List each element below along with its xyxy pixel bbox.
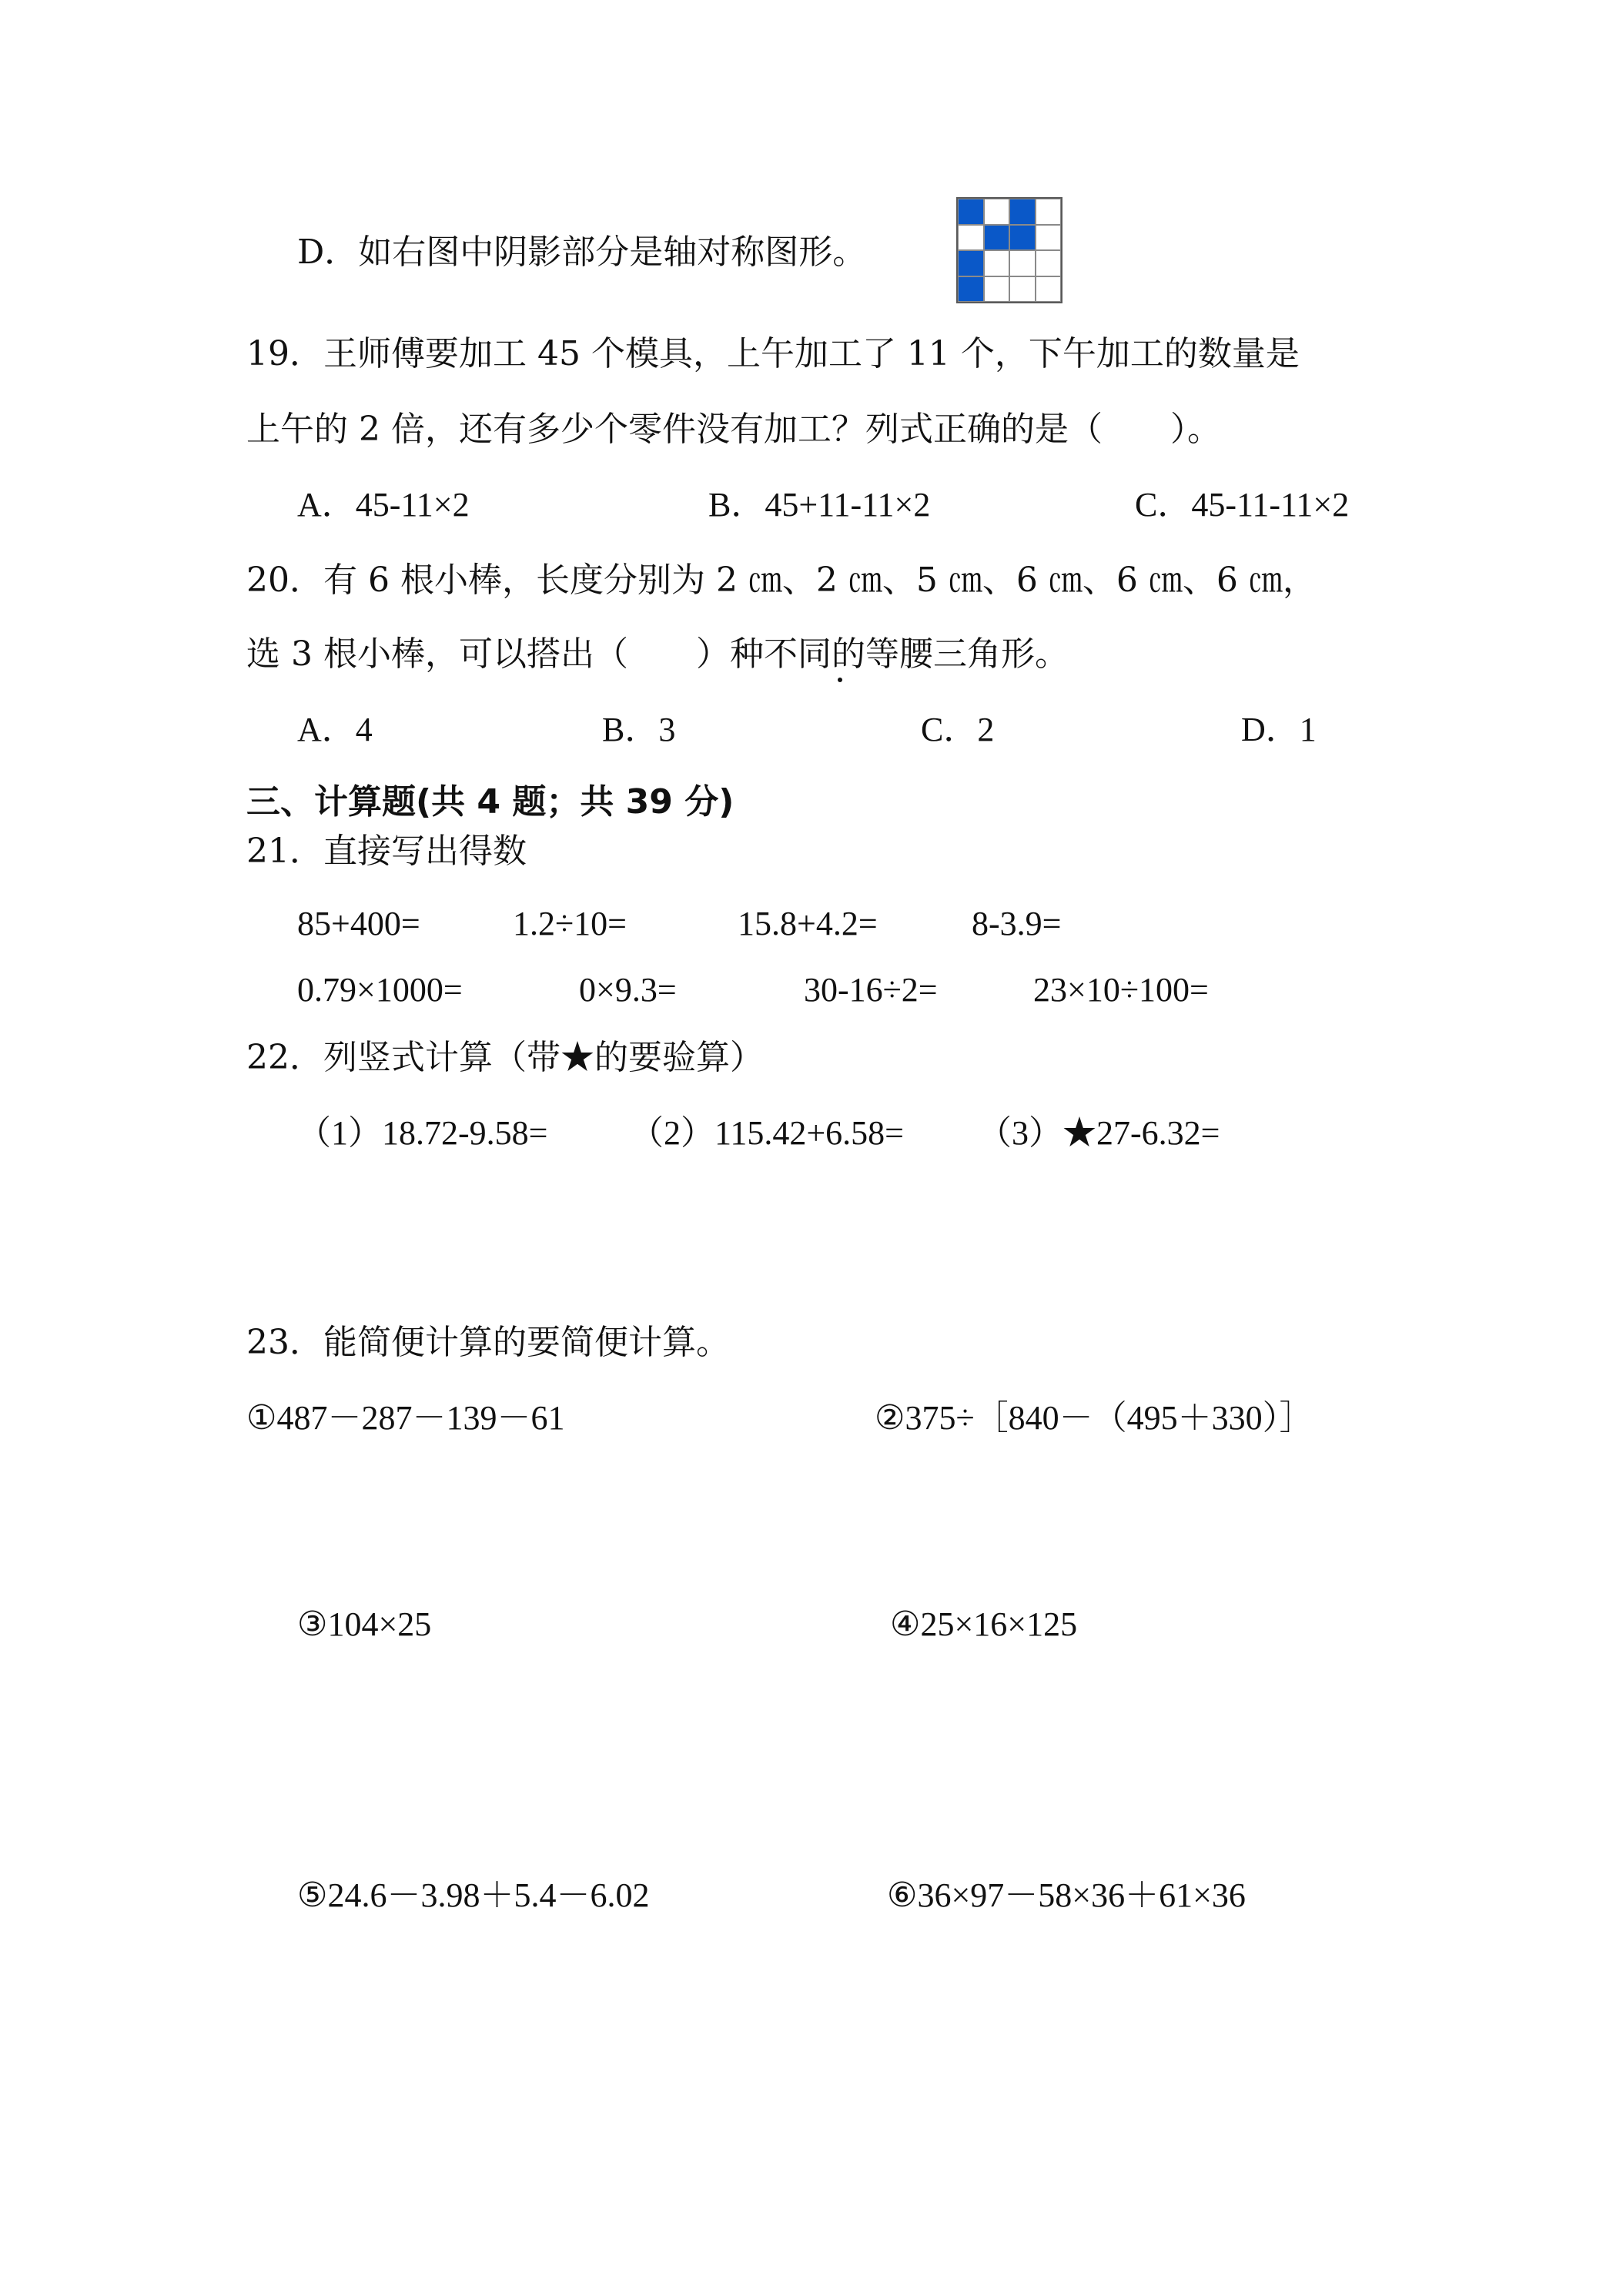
shaded-cell — [958, 276, 984, 303]
shaded-cell — [1009, 199, 1036, 225]
q22-item-1: （1）18.72-9.58= — [297, 1114, 548, 1152]
q21-r1-c4: 8-3.9= — [972, 905, 1062, 942]
q20-option-a: A．4 — [297, 711, 373, 748]
q20-option-c: C．2 — [921, 711, 995, 748]
q19-line-2: 上午的 2 倍，还有多少个零件没有加工？列式正确的是（ ）。 — [246, 410, 1221, 449]
symmetry-figure-grid — [956, 197, 1062, 303]
q21-r1-c3: 15.8+4.2= — [738, 905, 878, 942]
q23-item-5: ⑤24.6－3.98＋5.4－6.02 — [297, 1876, 650, 1914]
q18-option-d: D．如右图中阴影部分是轴对称图形。 — [297, 233, 867, 272]
empty-cell — [984, 199, 1010, 225]
empty-cell — [1036, 199, 1062, 225]
shaded-cell — [958, 250, 984, 276]
q21-title: 21．直接写出得数 — [246, 832, 527, 871]
q20-option-d: D．1 — [1241, 711, 1317, 748]
empty-cell — [1036, 276, 1062, 303]
q21-r2-c1: 0.79×1000= — [297, 971, 463, 1009]
q23-item-4: ④25×16×125 — [890, 1605, 1078, 1643]
q21-r2-c4: 23×10÷100= — [1033, 971, 1209, 1009]
empty-cell — [1009, 250, 1036, 276]
q22-item-3: （3）★27-6.32= — [978, 1114, 1220, 1152]
q23-item-6: ⑥36×97－58×36＋61×36 — [887, 1876, 1246, 1914]
q20-option-b: B．3 — [602, 711, 676, 748]
q22-title: 22．列竖式计算（带★的要验算） — [246, 1038, 764, 1077]
empty-cell — [1036, 250, 1062, 276]
shaded-cell — [984, 225, 1010, 251]
q21-r1-c2: 1.2÷10= — [513, 905, 627, 942]
q23-item-2: ②375÷［840－（495＋330）］ — [875, 1399, 1313, 1437]
empty-cell — [984, 250, 1010, 276]
q20-line-2: 选 3 根小棒，可以搭出（ ）种不同的等腰三角形。 — [246, 634, 1069, 674]
empty-cell — [1009, 276, 1036, 303]
q22-item-2: （2）115.42+6.58= — [630, 1114, 904, 1152]
shaded-cell — [958, 199, 984, 225]
q20-line-1: 20．有 6 根小棒，长度分别为 2 ㎝、2 ㎝、5 ㎝、6 ㎝、6 ㎝、6 ㎝， — [246, 561, 1317, 600]
empty-cell — [958, 225, 984, 251]
q23-item-3: ③104×25 — [297, 1605, 432, 1643]
q21-r2-c3: 30-16÷2= — [804, 971, 938, 1009]
q23-title: 23．能简便计算的要简便计算。 — [246, 1323, 730, 1362]
shaded-cell — [1009, 225, 1036, 251]
q19-option-b: B．45+11-11×2 — [708, 486, 931, 524]
q19-option-a: A．45-11×2 — [297, 486, 470, 524]
q21-r2-c2: 0×9.3= — [579, 971, 677, 1009]
q19-option-c: C．45-11-11×2 — [1135, 486, 1350, 524]
empty-cell — [984, 276, 1010, 303]
q19-line-1: 19．王师傅要加工 45 个模具，上午加工了 11 个，下午加工的数量是 — [246, 334, 1300, 373]
q21-r1-c1: 85+400= — [297, 905, 420, 942]
q23-item-1: ①487－287－139－61 — [246, 1399, 565, 1437]
section-3-title: 三、计算题(共 4 题；共 39 分) — [246, 782, 735, 822]
emphasis-dot — [838, 678, 842, 682]
empty-cell — [1036, 225, 1062, 251]
